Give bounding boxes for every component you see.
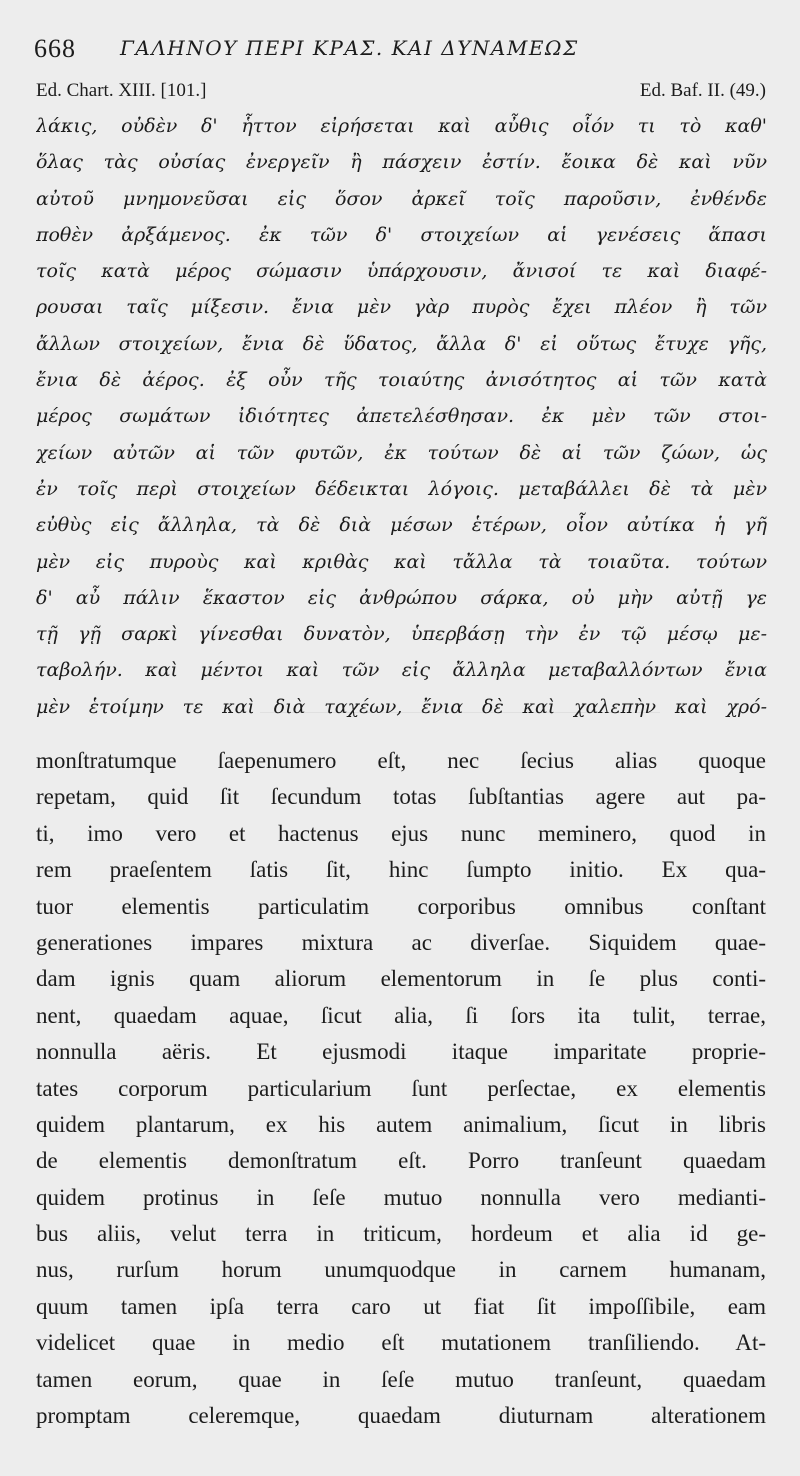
- running-title: ΓΑΛΗΝΟΥ ΠΕΡΙ ΚΡΑΣ. ΚΑΙ ΔΥΝΑΜΕΩΣ: [120, 36, 579, 60]
- greek-line: λάκις, οὐδὲν δ' ἧττον εἰρήσεται καὶ αὖθις οἷόν τι τὸ καθ': [36, 115, 767, 137]
- latin-line: quidem protinus in ſeſe mutuo nonnulla vero medianti-: [36, 1184, 766, 1210]
- greek-line: ταβολήν. καὶ μέντοι καὶ τῶν εἰς ἄλληλα μεταβαλλόντων ἔνια: [36, 659, 767, 682]
- greek-line: ἐν τοῖς περὶ στοιχείων δέδεικται λόγοις. μεταβάλλει δὲ τὰ μὲν: [36, 477, 767, 500]
- latin-line: de elementis demonſtratum eſt. Porro tranſeunt quaedam: [36, 1148, 766, 1174]
- latin-line: repetam, quid ſit ſecundum totas ſubſtantias agere aut pa-: [36, 784, 766, 810]
- latin-line: dam ignis quam aliorum elementorum in ſe plus conti-: [36, 966, 766, 992]
- latin-line: ti, imo vero et hactenus ejus nunc meminero, quod in: [36, 820, 766, 846]
- latin-line: generationes impares mixtura ac diverſae. Siquidem quae-: [36, 929, 766, 955]
- latin-line: promptam celeremque, quaedam diuturnam alterationem: [36, 1403, 766, 1429]
- greek-line: τῇ γῇ σαρκὶ γίνεσθαι δυνατὸν, ὑπερβάσῃ τὴν ἐν τῷ μέσῳ με-: [36, 623, 767, 646]
- page-number: 668: [34, 34, 76, 63]
- latin-line: monſtratumque ſaepenumero eſt, nec ſecius alias quoque: [36, 748, 766, 773]
- latin-line: tuor elementis particulatim corporibus omnibus conſtant: [36, 893, 766, 919]
- greek-line: αὐτοῦ μνημονεῦσαι εἰς ὅσον ἀρκεῖ τοῖς παροῦσιν, ἐνθένδε: [36, 187, 767, 210]
- greek-line: χείων αὐτῶν αἱ τῶν φυτῶν, ἐκ τούτων δὲ αἱ τῶν ζώων, ὡς: [36, 441, 767, 464]
- edition-references: [36, 80, 766, 106]
- latin-line: quum tamen ipſa terra caro ut fiat ſit impoſſibile, eam: [36, 1293, 766, 1319]
- edition-basel-ref: Ed. Baf. II. (49.): [639, 80, 766, 101]
- latin-line: tates corporum particularium ſunt perſectae, ex elementis: [36, 1075, 766, 1101]
- greek-line: ἔνια δὲ ἀέρος. ἐξ οὖν τῆς τοιαύτης ἀνισότητος αἱ τῶν κατὰ: [36, 369, 767, 392]
- greek-line: ρουσαι ταῖς μίξεσιν. ἔνια μὲν γὰρ πυρὸς ἔχει πλέον ἢ τῶν: [36, 296, 767, 319]
- latin-line: nent, quaedam aquae, ſicut alia, ſi ſors ita tulit, terrae,: [36, 1002, 766, 1028]
- latin-line: quidem plantarum, ex his autem animalium, ſicut in libris: [36, 1111, 766, 1137]
- edition-chartier-ref: Ed. Chart. XIII. [101.]: [36, 80, 207, 101]
- greek-line: μέρος σωμάτων ἰδιότητες ἀπετελέσθησαν. ἐκ μὲν τῶν στοι-: [36, 405, 767, 428]
- latin-line: rem praeſentem ſatis ſit, hinc ſumpto initio. Ex qua-: [36, 857, 766, 883]
- greek-line: ἄλλων στοιχείων, ἔνια δὲ ὕδατος, ἄλλα δ' εἰ οὕτως ἔτυχε γῆς,: [36, 332, 767, 355]
- greek-line: μὲν ἑτοίμην τε καὶ διὰ ταχέων, ἔνια δὲ καὶ χαλεπὴν καὶ χρό-: [36, 695, 767, 718]
- greek-line: εὐθὺς εἰς ἄλληλα, τὰ δὲ διὰ μέσων ἑτέρων, οἷον αὐτίκα ἡ γῆ: [36, 514, 767, 537]
- latin-line: nonnulla aëris. Et ejusmodi itaque imparitate proprie-: [36, 1039, 766, 1065]
- greek-line: ποθὲν ἀρξάμενος. ἐκ τῶν δ' στοιχείων αἱ γενέσεις ἅπασι: [36, 223, 767, 246]
- latin-line: videlicet quae in medio eſt mutationem tranſiliendo. At-: [36, 1330, 766, 1356]
- running-head: [34, 28, 774, 68]
- latin-line: nus, rurſum horum unumquodque in carnem humanam,: [36, 1257, 766, 1283]
- greek-line: ὅλας τὰς οὐσίας ἐνεργεῖν ἢ πάσχειν ἐστίν. ἔοικα δὲ καὶ νῦν: [36, 151, 767, 174]
- greek-line: μὲν εἰς πυροὺς καὶ κριθὰς καὶ τἄλλα τὰ τοιαῦτα. τούτων: [36, 550, 767, 573]
- greek-line: δ' αὖ πάλιν ἕκαστον εἰς ἀνθρώπου σάρκα, οὐ μὴν αὐτῇ γε: [36, 586, 767, 609]
- bleed-through-mark: [260, 712, 660, 725]
- greek-text-block: [36, 108, 767, 725]
- latin-line: bus aliis, velut terra in triticum, hordeum et alia id ge-: [36, 1221, 766, 1247]
- latin-line: tamen eorum, quae in ſeſe mutuo tranſeunt, quaedam: [36, 1366, 766, 1392]
- latin-text-block: [36, 743, 766, 1434]
- greek-line: τοῖς κατὰ μέρος σώμασιν ὑπάρχουσιν, ἄνισοί τε καὶ διαφέ-: [36, 260, 767, 283]
